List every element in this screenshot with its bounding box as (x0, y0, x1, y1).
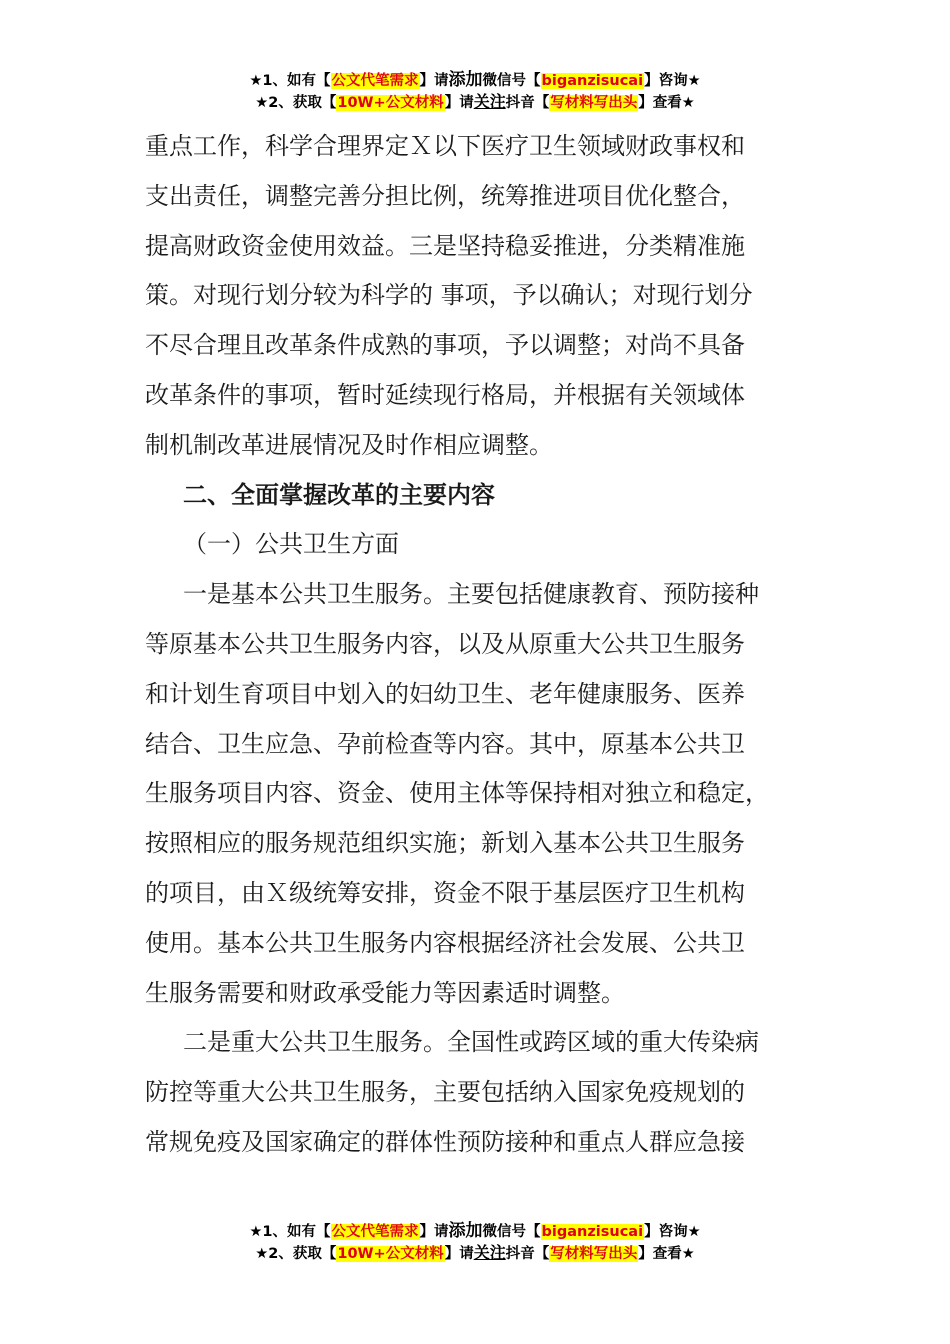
banner-line-1 (0, 69, 950, 91)
banner-text: ★1、如有【 (249, 1224, 331, 1240)
banner-text: 】请 (419, 1224, 449, 1240)
banner-highlight: 公文代笔需求 (331, 1224, 419, 1240)
banner-text: 抖音【 (505, 95, 550, 111)
banner-line-2 (0, 1242, 950, 1264)
banner-text: 】请 (444, 1246, 474, 1262)
banner-wechat-id: biganzisucai (541, 1224, 644, 1240)
banner-text: ★2、获取【 (255, 1246, 337, 1262)
banner-highlight: 10W+公文材料 (337, 1246, 444, 1262)
body-line: 不尽合理且改革条件成熟的事项，予以调整；对尚不具备 (145, 331, 745, 360)
banner-emphasis: 关注 (473, 1243, 506, 1262)
body-line: 生服务需要和财政承受能力等因素适时调整。 (145, 978, 625, 1007)
banner-emphasis: 关注 (473, 92, 506, 111)
body-line: 重点工作，科学合理界定Ｘ以下医疗卫生领域财政事权和 (145, 132, 745, 160)
banner-wechat-id: biganzisucai (541, 73, 644, 89)
body-line: 支出责任，调整完善分担比例，统筹推进项目优化整合， (145, 181, 745, 210)
body-line: 策。对现行划分较为科学的 事项，予以确认；对现行划分 (145, 281, 753, 310)
banner-text: 微信号【 (482, 73, 541, 89)
body-line: 等原基本公共卫生服务内容，以及从原重大公共卫生服务 (145, 629, 745, 658)
banner-emphasis: 添加 (448, 1221, 483, 1241)
banner-line-2 (0, 91, 950, 113)
body-line: 生服务项目内容、资金、使用主体等保持相对独立和稳定， (145, 779, 769, 808)
body-line: 二是重大公共卫生服务。全国性或跨区域的重大传染病 (183, 1028, 759, 1057)
banner-text: 】请 (419, 73, 449, 89)
body-line: 和计划生育项目中划入的妇幼卫生、老年健康服务、医养 (145, 679, 745, 708)
body-line: 按照相应的服务规范组织实施；新划入基本公共卫生服务 (145, 829, 745, 858)
banner-text: 】查看★ (638, 95, 695, 111)
footer-banner (0, 1220, 950, 1264)
body-line: 一是基本公共卫生服务。主要包括健康教育、预防接种 (183, 580, 759, 609)
body-line: 的项目，由Ｘ级统筹安排，资金不限于基层医疗卫生机构 (145, 878, 745, 907)
subsection-heading: （一）公共卫生方面 (183, 530, 399, 559)
section-heading: 二、全面掌握改革的主要内容 (183, 480, 495, 509)
body-line: 常规免疫及国家确定的群体性预防接种和重点人群应急接 (145, 1127, 745, 1156)
body-line: 制机制改革进展情况及时作相应调整。 (145, 430, 553, 459)
body-line: 防控等重大公共卫生服务，主要包括纳入国家免疫规划的 (145, 1078, 745, 1107)
document-body (145, 122, 810, 1168)
banner-text: 】咨询★ (644, 73, 701, 89)
banner-text: ★1、如有【 (249, 73, 331, 89)
body-line: 使用。基本公共卫生服务内容根据经济社会发展、公共卫 (145, 928, 745, 957)
banner-text: 】咨询★ (644, 1224, 701, 1240)
banner-douyin-id: 写材料写出头 (550, 1246, 638, 1262)
banner-text: 抖音【 (505, 1246, 550, 1262)
banner-highlight: 10W+公文材料 (337, 95, 444, 111)
body-line: 提高财政资金使用效益。三是坚持稳妥推进，分类精准施 (145, 231, 745, 260)
banner-text: 微信号【 (482, 1224, 541, 1240)
banner-text: 】请 (444, 95, 474, 111)
banner-line-1 (0, 1220, 950, 1242)
body-line: 结合、卫生应急、孕前检查等内容。其中，原基本公共卫 (145, 729, 745, 758)
banner-highlight: 公文代笔需求 (331, 73, 419, 89)
header-banner (0, 69, 950, 113)
banner-emphasis: 添加 (448, 70, 483, 90)
banner-text: 】查看★ (638, 1246, 695, 1262)
banner-douyin-id: 写材料写出头 (550, 95, 638, 111)
body-line: 改革条件的事项，暂时延续现行格局，并根据有关领域体 (145, 380, 745, 409)
banner-text: ★2、获取【 (255, 95, 337, 111)
